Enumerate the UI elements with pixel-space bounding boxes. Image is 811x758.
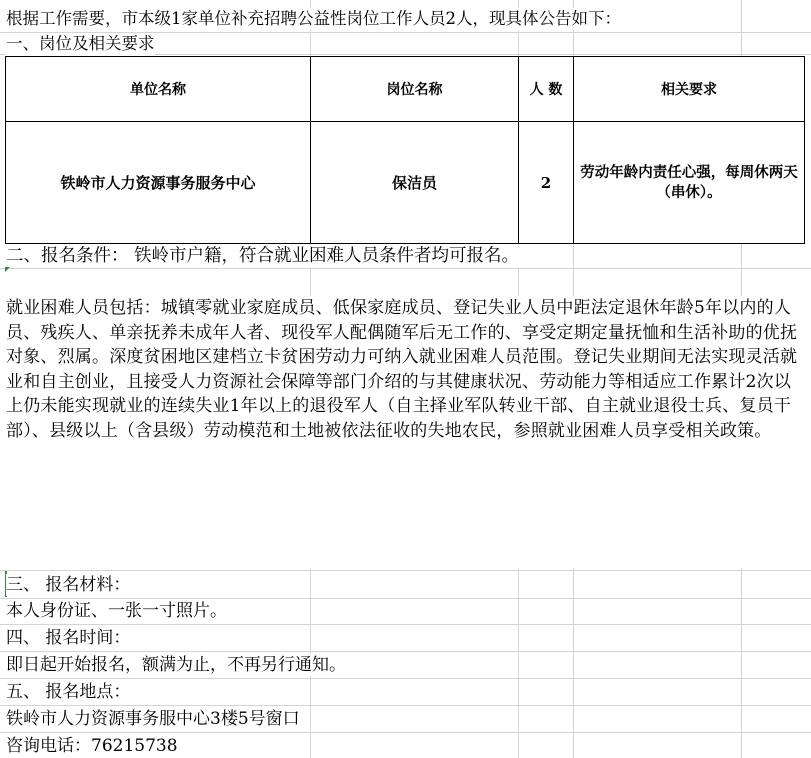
header-position-name: 岗位名称 [311, 57, 519, 122]
job-table [5, 56, 805, 244]
header-unit-name: 单位名称 [6, 57, 311, 122]
intro-text: 根据工作需要，市本级1家单位补充招聘公益性岗位工作人员2人，现具体公告如下： [6, 9, 621, 28]
grid-line [0, 732, 811, 733]
grid-line [0, 598, 811, 599]
table-header-row [6, 57, 805, 122]
grid-line [0, 678, 811, 679]
contact-phone: 咨询电话：76215738 [6, 736, 178, 756]
section5-body: 铁岭市人力资源事务服中心3楼5号窗口 [6, 709, 300, 729]
header-requirements: 相关要求 [574, 57, 805, 122]
section2-body: 就业困难人员包括：城镇零就业家庭成员、低保家庭成员、登记失业人员中距法定退休年龄5年以内的人员、残疾人、单亲抚养未成年人者、现役军人配偶随军后无工作的、享受定期定量抚恤和生活补助的优抚对象、烈属。深度贫困地区建档立卡贫困劳动力可纳入就业困难人员范围。登记失业期间无法实现灵活就业和自主创业，且接受人力资源社会保障等部门介绍的与其健康状况、劳动能力等相适应工作累计2次以上仍未能实现就业的连续失业1年以上的退役军人（自主择业军队转业干部、自主就业退役士兵、复员干部）、县级以上（含县级）劳动模范和土地被依法征收的失地农民，参照就业困难人员享受相关政策。 [6, 296, 806, 568]
section4-title: 四、 报名时间： [6, 628, 131, 648]
section5-title: 五、 报名地点： [6, 682, 131, 702]
cell-position-name: 保洁员 [311, 122, 519, 244]
cell-requirements: 劳动年龄内责任心强，每周休两天（串休）。 [574, 122, 805, 244]
grid-line [0, 705, 811, 706]
cell-unit-name: 铁岭市人力资源事务服务中心 [6, 122, 311, 244]
section2-title: 二、报名条件： 铁岭市户籍，符合就业困难人员条件者均可报名。 [6, 245, 523, 267]
cell-comment-marker [5, 267, 10, 272]
grid-line [0, 651, 811, 652]
grid-line [0, 624, 811, 625]
header-headcount: 人 数 [519, 57, 574, 122]
section4-body: 即日起开始报名，额满为止，不再另行通知。 [6, 655, 346, 675]
grid-line [0, 268, 811, 269]
section1-title: 一、岗位及相关要求 [6, 34, 155, 53]
section3-title: 三、 报名材料： [6, 575, 131, 595]
section3-body: 本人身份证、一张一寸照片。 [6, 601, 227, 621]
table-row [6, 122, 805, 244]
grid-line [0, 570, 811, 571]
cell-headcount: 2 [519, 122, 574, 244]
